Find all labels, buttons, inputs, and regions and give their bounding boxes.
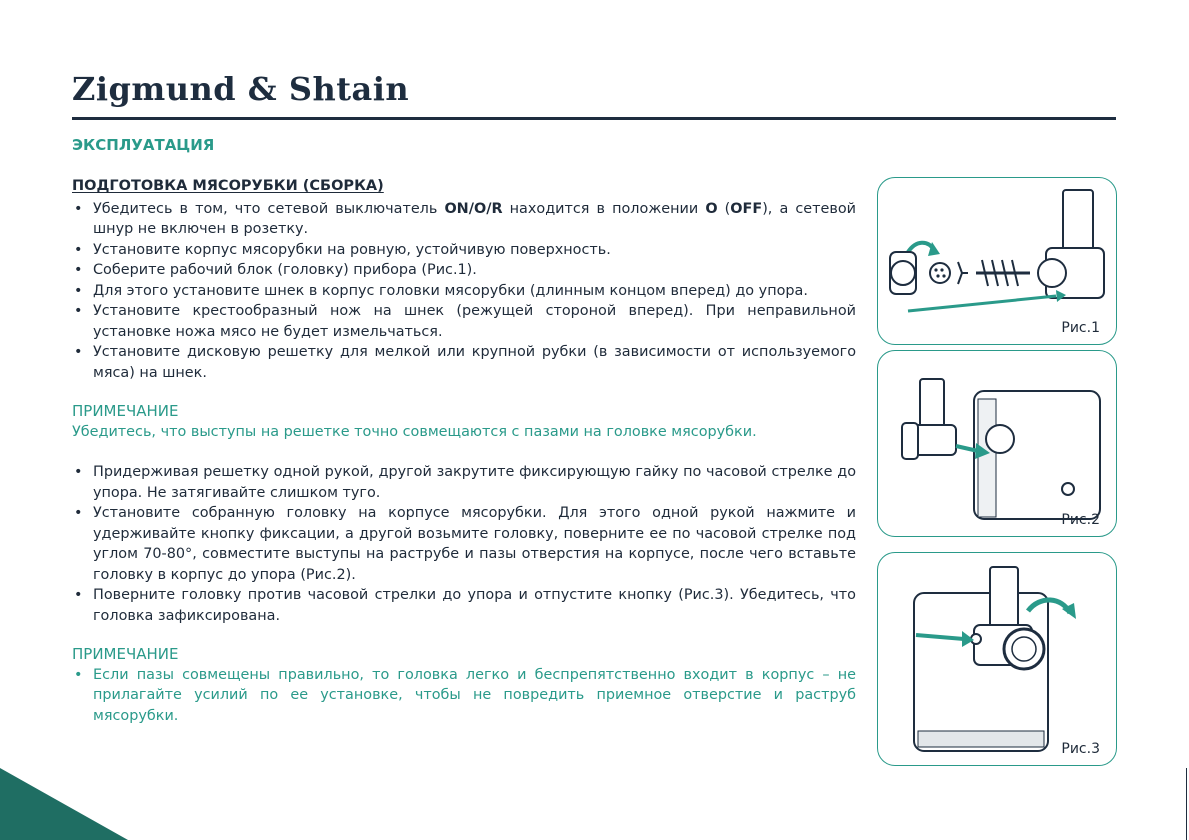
note-text: Убедитесь, что выступы на решетке точно совмещаются с пазами на головке мясорубки. [72, 423, 757, 440]
head-locking-illustration [878, 553, 1116, 765]
list-item: • Поверните головку против часовой стрелки до упора и отпустите кнопку (Рис.3). Убедитесь, что головка зафиксирована. [72, 585, 856, 626]
figure-caption: Рис.1 [1061, 320, 1100, 336]
list-item: • Для этого установите шнек в корпус головки мясорубки (длинным концом вперед) до упора. [72, 281, 856, 302]
page-edge-line [1186, 768, 1187, 840]
note-title: ПРИМЕЧАНИЕ [72, 402, 179, 420]
installation-steps-list [72, 462, 856, 626]
list-item: • Придерживая решетку одной рукой, другой закрутите фиксирующую гайку по часовой стрелке до упора. Не затягивайте слишком туго. [72, 462, 856, 503]
list-item: • Установите корпус мясорубки на ровную, устойчивую поверхность. [72, 240, 856, 261]
list-item: • Убедитесь в том, что сетевой выключатель ON/O/R находится в положении O (OFF), а сетевой шнур не включен в розетку. [72, 199, 856, 240]
figure-1 [877, 177, 1117, 345]
note-list [72, 665, 856, 727]
list-item: • Установите дисковую решетку для мелкой или крупной рубки (в зависимости от используемого мяса) на шнек. [72, 342, 856, 383]
corner-decoration [0, 768, 128, 840]
main-content [72, 176, 856, 726]
list-item: • Установите собранную головку на корпусе мясорубки. Для этого одной рукой нажмите и удерживайте кнопку фиксации, а другой возьмите головку, поверните ее по часовой стрелке под углом 70-80°, совместите выступы на раструбе и пазы отверстия на корпусе, после чего вставьте головку в корпус до упора (Рис.2). [72, 503, 856, 585]
header-divider [72, 117, 1116, 120]
section-title: ЭКСПЛУАТАЦИЯ [72, 136, 215, 154]
figure-caption: Рис.2 [1061, 512, 1100, 528]
note-title: ПРИМЕЧАНИЕ [72, 645, 179, 663]
list-item: • Соберите рабочий блок (головку) прибора (Рис.1). [72, 260, 856, 281]
list-item: • Если пазы совмещены правильно, то головка легко и беспрепятственно входит в корпус – не прилагайте усилий по ее установке, чтобы не повредить приемное отверстие и раструб мясорубки. [72, 665, 856, 727]
head-insertion-illustration [878, 351, 1116, 536]
brand-logo: Zigmund & Shtain [72, 70, 410, 108]
figure-3 [877, 552, 1117, 766]
figure-2 [877, 350, 1117, 537]
figure-caption: Рис.3 [1061, 741, 1100, 757]
assembly-subtitle: ПОДГОТОВКА МЯСОРУБКИ (СБОРКА) [72, 178, 384, 194]
assembly-steps-list [72, 199, 856, 384]
list-item: • Установите крестообразный нож на шнек (режущей стороной вперед). При неправильной установке ножа мясо не будет измельчаться. [72, 301, 856, 342]
